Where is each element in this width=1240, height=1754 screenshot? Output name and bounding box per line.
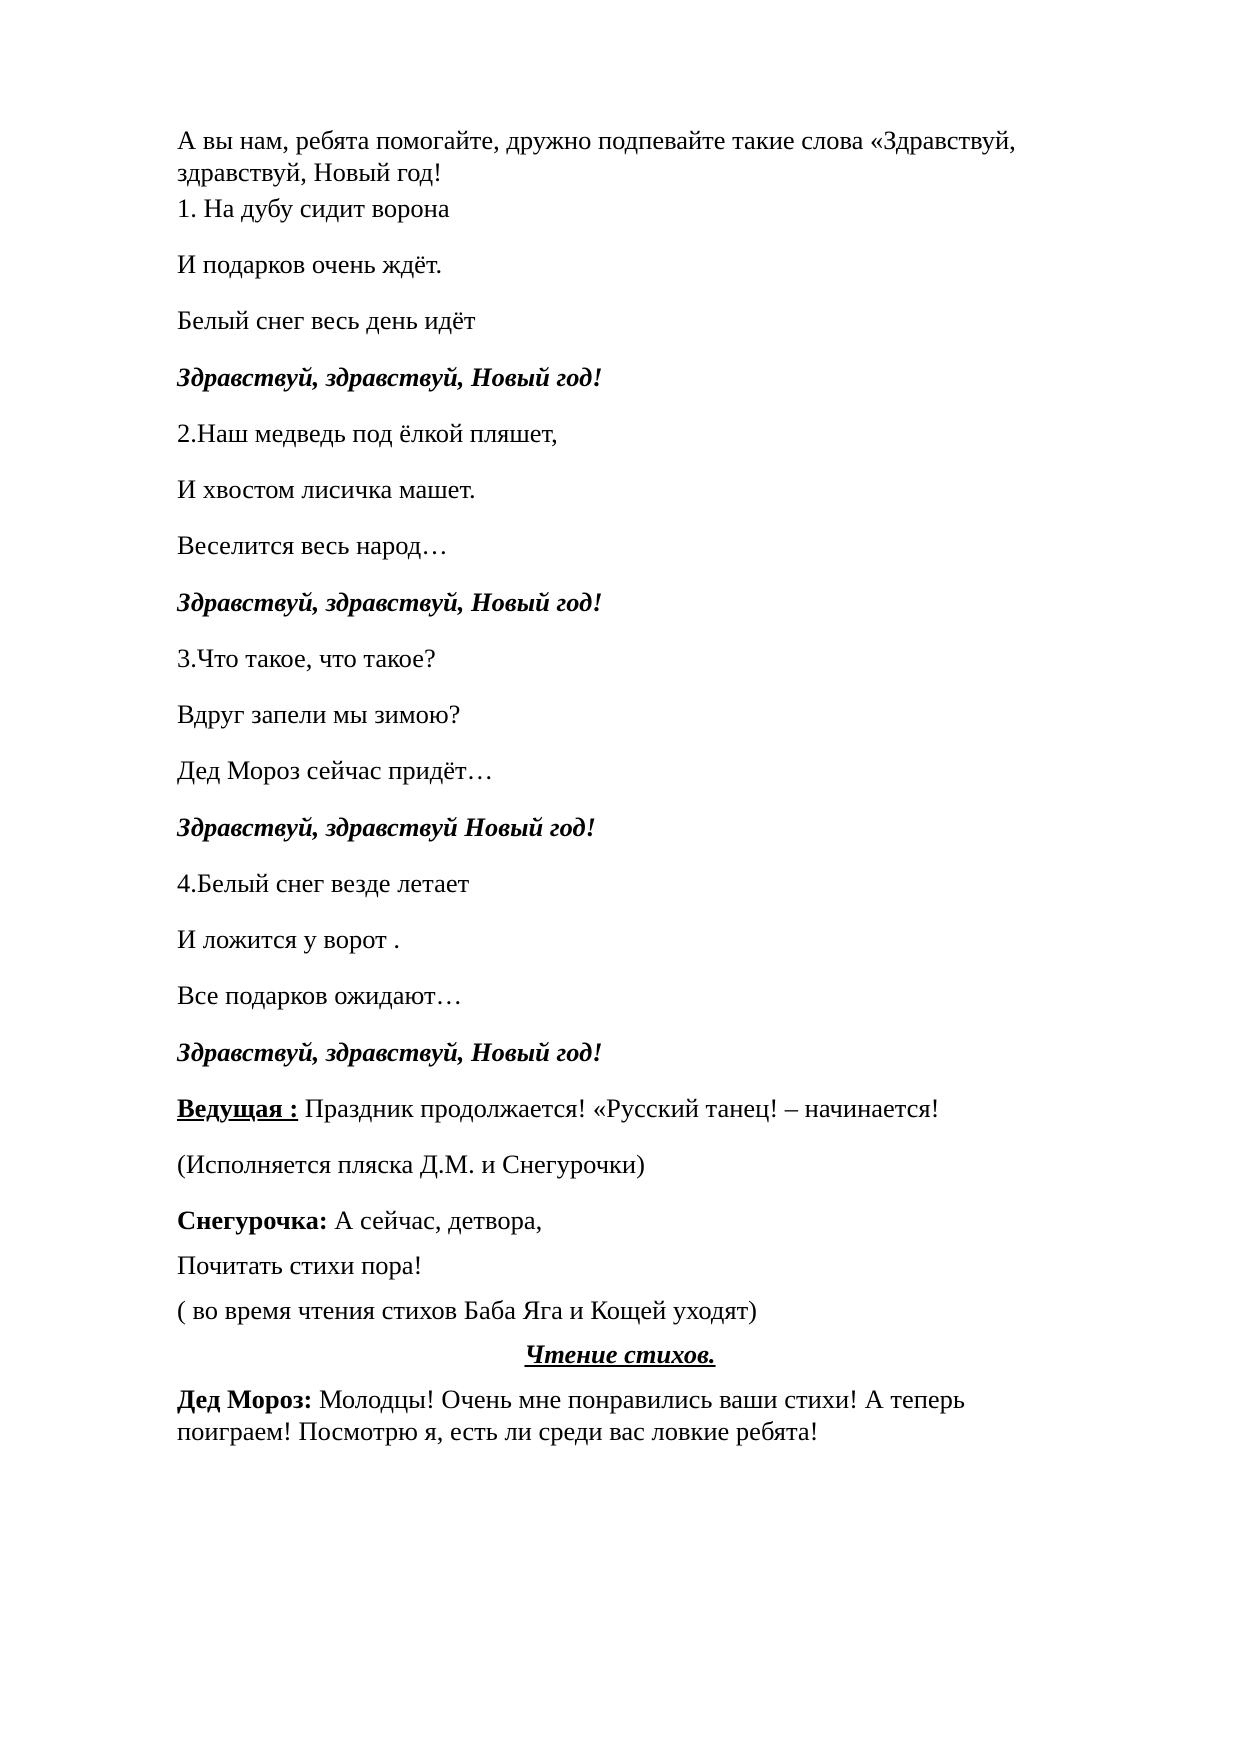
verse-3-line-2: Вдруг запели мы зимою? [177, 699, 461, 729]
host-speaker: Ведущая : [177, 1093, 299, 1123]
verse-3-line-1: 3.Что такое, что такое? [177, 643, 436, 673]
verse-4-line-2: И ложится у ворот . [177, 924, 400, 954]
verse-4-line-3: Все подарков ожидают… [177, 980, 463, 1010]
verse-2-line-3: Веселится весь народ… [177, 530, 448, 560]
host-line [177, 1092, 939, 1124]
ded-moroz-speaker: Дед Мороз: [177, 1384, 313, 1414]
ded-moroz-paragraph [177, 1383, 1077, 1447]
intro-paragraph: А вы нам, ребята помогайте, дружно подпевайте такие слова «Здравствуй, здравствуй, Новый год! [177, 125, 1016, 187]
verse-2-line-2: И хвостом лисичка машет. [177, 474, 476, 504]
ded-moroz-text: Молодцы! Очень мне понравились ваши стихи! А теперь поиграем! Посмотрю я, есть ли среди вас ловкие ребята! [177, 1384, 966, 1446]
section-heading: Чтение стихов. [524, 1339, 716, 1369]
verse-1-line-1: 1. На дубу сидит ворона [177, 193, 450, 223]
stage-direction-poems: ( во время чтения стихов Баба Яга и Кощей уходят) [177, 1295, 757, 1325]
verse-1-line-3: Белый снег весь день идёт [177, 305, 476, 335]
snegurochka-text: А сейчас, детвора, [327, 1205, 543, 1235]
snegurochka-line [177, 1204, 542, 1236]
verse-2-line-1: 2.Наш медведь под ёлкой пляшет, [177, 418, 558, 448]
verse-1-line-2: И подарков очень ждёт. [177, 249, 443, 279]
snegurochka-line-2: Почитать стихи пора! [177, 1250, 423, 1280]
verse-3-line-3: Дед Мороз сейчас придёт… [177, 755, 494, 785]
chorus-1: Здравствуй, здравствуй, Новый год! [177, 362, 603, 392]
chorus-4: Здравствуй, здравствуй, Новый год! [177, 1037, 603, 1067]
verse-4-line-1: 4.Белый снег везде летает [177, 868, 470, 898]
chorus-3: Здравствуй, здравствуй Новый год! [177, 812, 596, 842]
stage-direction-dance: (Исполняется пляска Д.М. и Снегурочки) [177, 1149, 645, 1179]
host-text: Праздник продолжается! «Русский танец! – начинается! [298, 1093, 940, 1123]
chorus-2: Здравствуй, здравствуй, Новый год! [177, 587, 603, 617]
snegurochka-speaker: Снегурочка: [177, 1205, 328, 1235]
